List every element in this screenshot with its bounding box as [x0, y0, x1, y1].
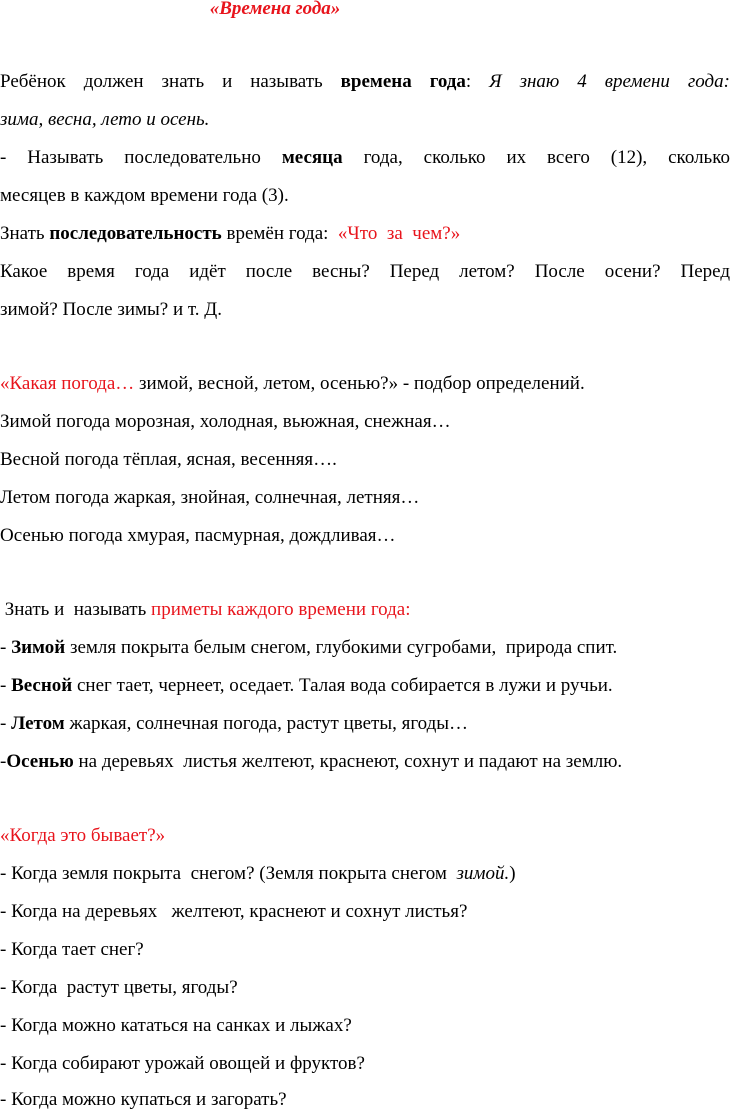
page-title: «Времена года»: [209, 0, 341, 19]
months-line-1: [0, 146, 730, 170]
months-line-2: месяцев в каждом времени года (3).: [0, 185, 289, 206]
intro-line-2: [0, 108, 209, 132]
signs-text: жаркая, солнечная погода, растут цветы, ягоды…: [64, 713, 469, 734]
signs-text: земля покрыта белым снегом, глубокими сугробами, природа спит.: [65, 637, 618, 658]
weather-heading: [0, 372, 585, 396]
when-question-text: - Когда земля покрыта снегом? (Земля покрыта снегом: [0, 863, 457, 884]
weather-line-spring: Весной погода тёплая, ясная, весенняя….: [0, 449, 337, 470]
weather-line-autumn: Осенью погода хмурая, пасмурная, дождливая…: [0, 525, 396, 546]
when-answer-italic: зимой.: [456, 863, 510, 884]
signs-bold-season: Зимой: [11, 637, 66, 658]
signs-item-autumn: [0, 750, 622, 774]
signs-item-winter: [0, 636, 617, 660]
sequence-bold: последовательность: [49, 223, 222, 244]
intro-bold-seasons: времена года: [340, 71, 466, 92]
signs-item-spring: [0, 674, 613, 698]
signs-dash: -: [0, 675, 12, 696]
months-rest: года, сколько их всего (12), сколько: [342, 147, 730, 168]
when-question-2: - Когда на деревьях желтеют, краснеют и сохнут листья?: [0, 901, 468, 922]
intro-text: Ребёнок должен знать и называть: [0, 71, 341, 92]
questions1-line-2: зимой? После зимы? и т. Д.: [0, 299, 222, 320]
sequence-line: [0, 222, 460, 246]
weather-heading-rest: зимой, весной, летом, осенью?» - подбор определений.: [134, 373, 585, 394]
intro-colon: :: [465, 71, 490, 92]
months-text: - Называть последовательно: [0, 147, 282, 168]
when-question-1: [0, 862, 516, 886]
weather-line-winter: Зимой погода морозная, холодная, вьюжная, снежная…: [0, 411, 451, 432]
sequence-text: Знать: [0, 223, 50, 244]
signs-text: на деревьях листья желтеют, краснеют, сохнут и падают на землю.: [73, 751, 623, 772]
signs-dash: -: [0, 713, 12, 734]
questions1-line-1: Какое время года идёт после весны? Перед летом? После осени? Перед: [0, 261, 730, 282]
intro-italic-seasons: зима, весна, лето и осень.: [0, 109, 210, 130]
signs-heading: [0, 598, 410, 622]
when-closing-paren: ): [509, 863, 516, 884]
signs-heading-red: приметы каждого времени года:: [151, 599, 411, 620]
sequence-rest: времён года:: [221, 223, 338, 244]
intro-line-1: [0, 70, 730, 94]
signs-item-summer: [0, 712, 468, 736]
signs-bold-season: Осенью: [6, 751, 74, 772]
signs-bold-season: Летом: [11, 713, 65, 734]
when-question-5: - Когда можно кататься на санках и лыжах?: [0, 1015, 352, 1036]
when-question-6: - Когда собирают урожай овощей и фруктов?: [0, 1053, 365, 1074]
signs-heading-text: Знать и называть: [0, 599, 152, 620]
when-question-7: - Когда можно купаться и загорать?: [0, 1089, 287, 1110]
signs-dash: -: [0, 751, 7, 772]
months-bold: месяца: [281, 147, 343, 168]
weather-heading-red: «Какая погода…: [0, 373, 135, 394]
intro-italic-statement: Я знаю 4 времени года:: [489, 71, 730, 92]
weather-line-summer: Летом погода жаркая, знойная, солнечная, летняя…: [0, 487, 420, 508]
when-heading: «Когда это бывает?»: [0, 825, 166, 846]
sequence-red-phrase: «Что за чем?»: [337, 223, 461, 244]
signs-dash: -: [0, 637, 12, 658]
when-question-4: - Когда растут цветы, ягоды?: [0, 977, 238, 998]
signs-bold-season: Весной: [11, 675, 73, 696]
signs-text: снег тает, чернеет, оседает. Талая вода собирается в лужи и ручьи.: [72, 675, 613, 696]
when-question-3: - Когда тает снег?: [0, 939, 144, 960]
